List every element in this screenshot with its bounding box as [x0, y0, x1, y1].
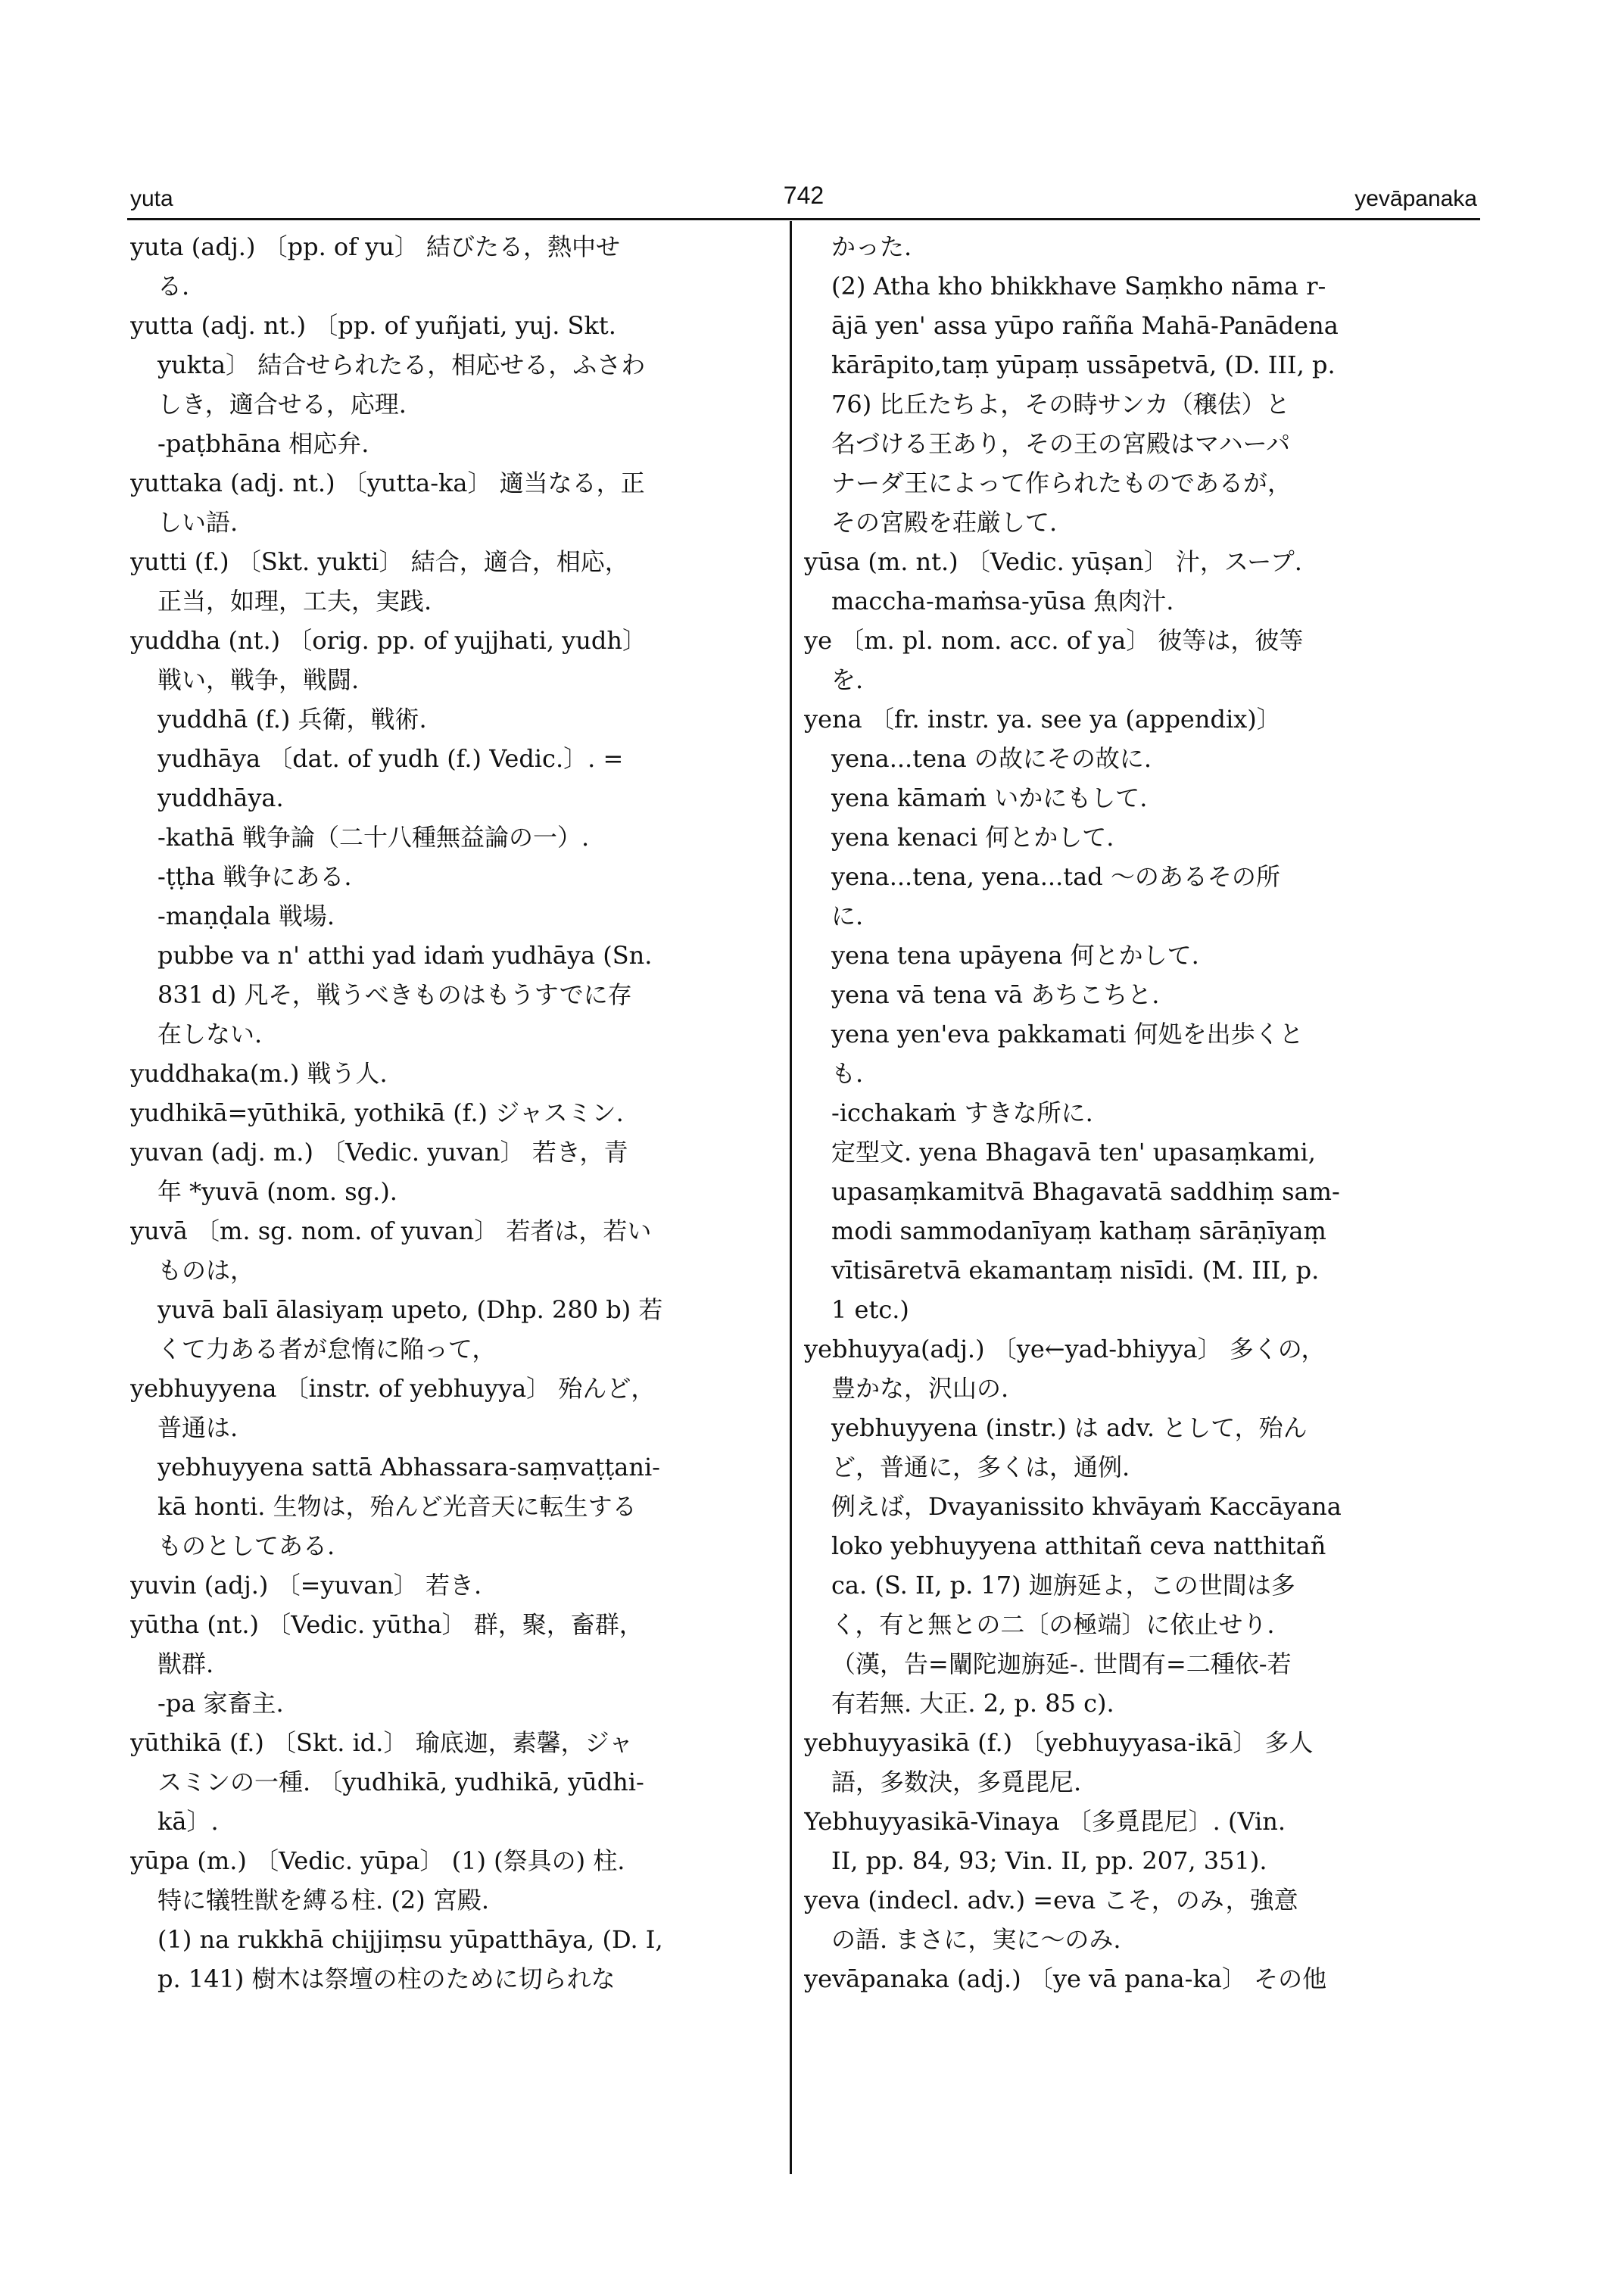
entry-line: 例えば，Dvayanissito khvāyaṁ Kaccāyana: [831, 1492, 1342, 1521]
entry-headword-line: Yebhuyyasikā-Vinaya 〔多覓毘尼〕. (Vin.: [804, 1807, 1286, 1836]
entry-headword-line: yūsa (m. nt.) 〔Vedic. yūṣan〕 汁，スープ.: [804, 547, 1302, 576]
entry-line: 正当，如理，工夫，実践.: [157, 587, 432, 615]
entry-line: ca. (S. II, p. 17) 迦旃延よ，この世間は多: [831, 1571, 1295, 1600]
entry-headword-line: yūtha (nt.) 〔Vedic. yūtha〕 群，聚，畜群，: [130, 1610, 644, 1639]
entry-headword-line: yebhuyyena 〔instr. of yebhuyya〕 殆んど，: [130, 1374, 656, 1403]
entry-line: yena yen'eva pakkamati 何処を出歩くと: [831, 1020, 1304, 1048]
entry-line: -maṇḍala 戦場.: [157, 902, 335, 930]
entry-line: る.: [157, 272, 190, 301]
right-column: [804, 227, 1410, 1999]
entry-headword-line: yūpa (m.) 〔Vedic. yūpa〕 (1) (祭具の) 柱.: [130, 1846, 625, 1875]
entry-headword-line: yutta (adj. nt.) 〔pp. of yuñjati, yuj. Skt.: [130, 311, 616, 340]
left-column: [130, 227, 766, 1999]
entry-line: yena vā tena vā あちこちと.: [831, 980, 1160, 1009]
entry-line: く，有と無との二〔の極端〕に依止せり.: [831, 1610, 1275, 1639]
entry-line: pubbe va n' atthi yad idaṁ yudhāya (Sn.: [157, 941, 653, 970]
entry-line: yena kenaci 何とかして.: [831, 823, 1114, 852]
entry-line: modi sammodanīyaṃ kathaṃ sārāṇīyaṃ: [831, 1217, 1326, 1245]
entry-line: yuddhā (f.) 兵衛，戦術.: [157, 705, 427, 734]
entry-line: に.: [831, 902, 864, 930]
entry-line: (2) Atha kho bhikkhave Saṃkho nāma r-: [831, 272, 1326, 301]
page-number: 742: [783, 182, 824, 209]
entry-line: の語. まさに，実に～のみ.: [831, 1925, 1121, 1954]
entry-line: スミンの一種. 〔yudhikā, yudhikā, yūdhi-: [157, 1768, 644, 1796]
entry-line: -kathā 戦争論（二十八種無益論の一）.: [157, 823, 590, 852]
entry-line: かった.: [831, 232, 912, 261]
entry-line: 豊かな，沢山の.: [831, 1374, 1009, 1403]
entry-line: 特に犠牲獣を縛る柱. (2) 宮殿.: [157, 1886, 490, 1914]
entry-line: yuvā balī ālasiyaṃ upeto, (Dhp. 280 b) 若: [157, 1295, 663, 1324]
entry-line: も.: [831, 1059, 864, 1088]
entry-line: kā honti. 生物は，殆んど光音天に転生する: [157, 1492, 637, 1521]
entry-line: その宮殿を荘厳して.: [831, 508, 1058, 537]
entry-headword-line: yuttaka (adj. nt.) 〔yutta-ka〕 適当なる，正: [130, 469, 645, 497]
entry-line: (1) na rukkhā chijjiṃsu yūpatthāya, (D. I,: [157, 1925, 663, 1954]
entry-headword-line: yūthikā (f.) 〔Skt. id.〕 瑜底迦，素馨，ジャ: [130, 1728, 633, 1757]
entry-headword-line: yudhikā=yūthikā, yothikā (f.) ジャスミン.: [130, 1098, 624, 1127]
entry-headword-line: yebhuyya(adj.) 〔ye←yad-bhiyya〕 多くの，: [804, 1335, 1326, 1363]
entry-line: しい語.: [157, 508, 238, 537]
entry-headword-line: yevāpanaka (adj.) 〔ye vā pana-ka〕 その他: [804, 1964, 1327, 1993]
entry-line: yebhuyyena (instr.) は adv. として，殆ん: [831, 1413, 1308, 1442]
entry-headword-line: yebhuyyasikā (f.) 〔yebhuyyasa-ikā〕 多人: [804, 1728, 1314, 1757]
entry-headword-line: yena 〔fr. instr. ya. see ya (appendix)〕: [804, 705, 1281, 734]
entry-headword-line: yutti (f.) 〔Skt. yukti〕 結合，適合，相応，: [130, 547, 629, 576]
entry-line: ものとしてある.: [157, 1531, 335, 1560]
entry-line: yena kāmaṁ いかにもして.: [831, 784, 1148, 812]
entry-headword-line: yuddhaka(m.) 戦う人.: [130, 1059, 388, 1088]
entry-line: p. 141) 樹木は祭壇の柱のために切られな: [157, 1964, 616, 1993]
entry-line: yukta〕 結合せられたる，相応せる，ふさわ: [157, 350, 646, 379]
entry-line: くて力ある者が怠惰に陥って，: [157, 1335, 497, 1363]
header-rule: [127, 218, 1480, 220]
entry-line: kārāpito,taṃ yūpaṃ ussāpetvā, (D. III, p.: [831, 350, 1336, 379]
entry-line: maccha-maṁsa-yūsa 魚肉汁.: [831, 587, 1174, 615]
entry-line: -paṭbhāna 相応弁.: [157, 429, 369, 458]
entry-line: loko yebhuyyena atthitañ ceva natthitañ: [831, 1531, 1326, 1560]
entry-line: 在しない.: [157, 1020, 263, 1048]
entry-line: yuddhāya.: [157, 784, 284, 812]
header-first-entry: yuta: [130, 186, 173, 211]
entry-line: yebhuyyena sattā Abhassara-saṃvaṭṭani-: [157, 1453, 660, 1481]
entry-headword-line: yuvin (adj.) 〔=yuvan〕 若き.: [130, 1571, 482, 1600]
entry-line: 語，多数決，多覓毘尼.: [831, 1768, 1082, 1796]
entry-line: ど，普通に，多くは，通例.: [831, 1453, 1130, 1481]
entry-headword-line: yuvan (adj. m.) 〔Vedic. yuvan〕 若き，青: [130, 1138, 628, 1167]
entry-line: kā〕.: [157, 1807, 219, 1836]
entry-line: ものは，: [157, 1256, 255, 1285]
column-divider: [790, 221, 792, 2174]
entry-line: 名づける王あり，その王の宮殿はマハーパ: [831, 429, 1291, 458]
entry-line: （漢，告=闡陀迦旃延-. 世間有=二種依-若: [831, 1650, 1292, 1678]
entry-line: ナーダ王によって作られたものであるが，: [831, 469, 1292, 497]
header-last-entry: yevāpanaka: [1354, 186, 1477, 211]
entry-line: 定型文. yena Bhagavā ten' upasaṃkami,: [831, 1138, 1316, 1167]
entry-line: yudhāya 〔dat. of yudh (f.) Vedic.〕. =: [157, 744, 624, 773]
entry-line: 獣群.: [157, 1650, 214, 1678]
entry-headword-line: yuta (adj.) 〔pp. of yu〕 結びたる，熱中せ: [130, 232, 621, 261]
entry-headword-line: yeva (indecl. adv.) =eva こそ，のみ，強意: [804, 1886, 1298, 1914]
entry-line: 76) 比丘たちよ，その時サンカ（穣佉）と: [831, 390, 1290, 419]
entry-headword-line: yuvā 〔m. sg. nom. of yuvan〕 若者は，若い: [130, 1217, 652, 1245]
entry-line: 有若無. 大正. 2, p. 85 c).: [831, 1689, 1114, 1718]
entry-line: II, pp. 84, 93; Vin. II, pp. 207, 351).: [831, 1846, 1267, 1875]
entry-line: upasaṃkamitvā Bhagavatā saddhiṃ sam-: [831, 1177, 1340, 1206]
entry-line: 年 *yuvā (nom. sg.).: [157, 1177, 397, 1206]
entry-line: を.: [831, 665, 864, 694]
entry-line: yena...tena, yena...tad ～のあるその所: [831, 862, 1280, 891]
entry-line: -icchakaṁ すきな所に.: [831, 1098, 1093, 1127]
entry-line: -pa 家畜主.: [157, 1689, 284, 1718]
entry-line: vītisāretvā ekamantaṃ nisīdi. (M. III, p.: [831, 1256, 1320, 1285]
entry-line: 1 etc.): [831, 1295, 909, 1324]
entry-line: yena...tena の故にその故に.: [831, 744, 1152, 773]
entry-line: yena tena upāyena 何とかして.: [831, 941, 1199, 970]
entry-line: 普通は.: [157, 1413, 238, 1442]
entry-headword-line: ye 〔m. pl. nom. acc. of ya〕 彼等は，彼等: [804, 626, 1304, 655]
entry-line: ājā yen' assa yūpo rañña Mahā-Panādena: [831, 311, 1339, 340]
entry-line: -ṭṭha 戦争にある.: [157, 862, 352, 891]
entry-headword-line: yuddha (nt.) 〔orig. pp. of yujjhati, yudh〕: [130, 626, 647, 655]
entry-line: 戦い，戦争，戦闘.: [157, 665, 360, 694]
entry-line: 831 d) 凡そ，戦うべきものはもうすでに存: [157, 980, 632, 1009]
running-header: [127, 182, 1480, 218]
entry-line: しき，適合せる，応理.: [157, 390, 407, 419]
